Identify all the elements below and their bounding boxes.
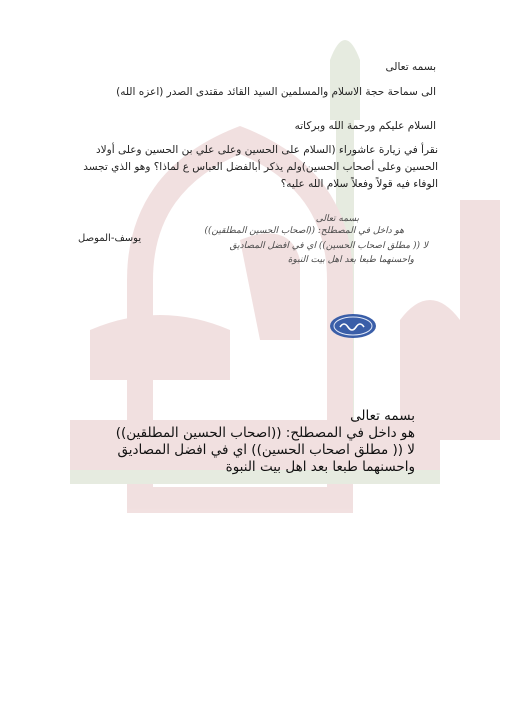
handwritten-line: واحسنهما طبعا بعد اهل بيت النبوة — [287, 255, 414, 265]
handwritten-line: بسمه تعالى — [315, 214, 359, 224]
office-seal — [328, 312, 378, 340]
handwritten-line: هو داخل في المصطلح: ((اصحاب الحسين المطلقين)) — [204, 226, 404, 236]
question-line: الوفاء فيه قولاً وفعلاً سلام الله عليه؟ — [280, 178, 438, 190]
answer-line: بسمه تعالى — [350, 408, 415, 424]
question-line: الحسين وعلى أصحاب الحسين)ولم يذكر أبالفضل العباس ع لماذا؟ وهو الذي تجسد — [83, 161, 438, 173]
answer-line: هو داخل في المصطلح: ((اصحاب الحسين المطلقين)) — [115, 425, 415, 441]
letter-addressee: الى سماحة حجة الاسلام والمسلمين السيد القائد مقتدى الصدر (اعزه الله) — [116, 86, 436, 98]
letter-salam: السلام عليكم ورحمة الله وبركاته — [294, 120, 436, 132]
letter-question — [78, 142, 438, 193]
answer-block — [15, 408, 415, 476]
handwritten-line: لا (( مطلق اصحاب الحسين)) اي في افضل المصاديق — [229, 241, 428, 251]
letter-sender: يوسف-الموصل — [78, 233, 142, 244]
answer-line: لا (( مطلق اصحاب الحسين)) اي في افضل المصاديق — [117, 442, 415, 458]
question-line: نقرأ في زيارة عاشوراء (السلام على الحسين وعلى علي بن الحسين وعلى أولاد — [95, 144, 438, 156]
letter-greeting: بسمه تعالى — [385, 61, 436, 73]
answer-line: واحسنهما طبعا بعد اهل بيت النبوة — [225, 459, 415, 475]
